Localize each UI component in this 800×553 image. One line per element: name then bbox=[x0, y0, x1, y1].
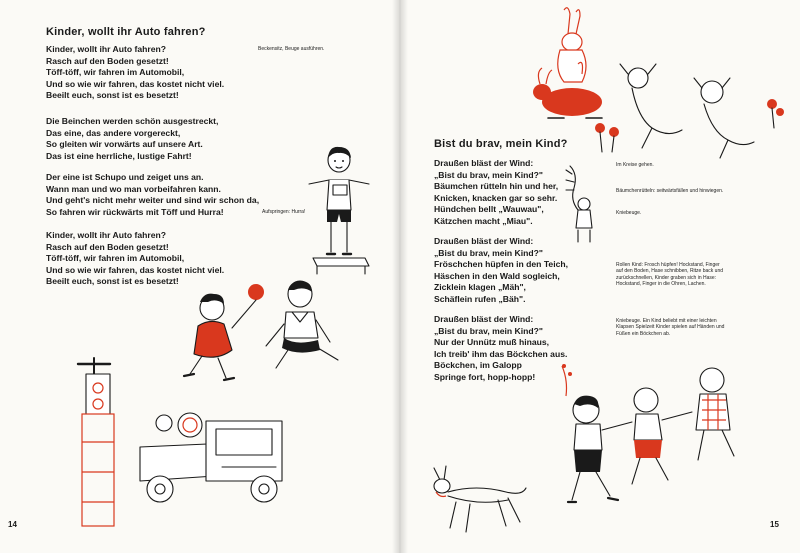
right-page bbox=[400, 0, 800, 553]
verse-line: Nur der Unnütz muß hinaus, bbox=[434, 337, 550, 348]
rabbits-illustration bbox=[520, 6, 610, 126]
verse-line: So fahren wir rückwärts mit Töff und Hurra! bbox=[46, 206, 224, 217]
verse-line: Rasch auf den Boden gesetzt! bbox=[46, 241, 169, 252]
right-note-5: Kniebeuge. Ein Kind beliebt mit einer leichten Klapsen Spielzeit Kinder spielen auf Händen und Füßen ein Böckchen ab. bbox=[616, 318, 725, 337]
red-flowers-illustration bbox=[590, 118, 630, 158]
verse-line: Knicken, knacken gar so sehr. bbox=[434, 192, 558, 203]
verse-line: Kinder, wollt ihr Auto fahren? bbox=[46, 44, 166, 54]
left-note-2: Aufspringen: Hurra! bbox=[262, 209, 306, 215]
page-number-right: 15 bbox=[770, 520, 779, 529]
child-traffic-police-illustration bbox=[305, 140, 375, 290]
verse-line: Beeilt euch, sonst ist es besetzt! bbox=[46, 276, 179, 287]
verse-line: Wann man und wo man vorbeifahren kann. bbox=[46, 183, 221, 194]
verse-line: „Bist du brav, mein Kind?" bbox=[434, 169, 543, 180]
verse-line: „Bist du brav, mein Kind?" bbox=[434, 325, 543, 336]
running-children-illustration bbox=[546, 360, 800, 520]
verse-line: Zicklein klagen „Mäh", bbox=[434, 282, 526, 293]
page-number-left: 14 bbox=[8, 520, 17, 529]
verse-line: Kätzchen macht „Miau". bbox=[434, 215, 533, 226]
verse-line: Hündchen bellt „Wauwau", bbox=[434, 204, 544, 215]
verse-line: Und geht's nicht mehr weiter und sind wir schon da, bbox=[46, 195, 260, 206]
traffic-tower-illustration bbox=[72, 352, 126, 532]
verse-line: „Bist du brav, mein Kind?" bbox=[434, 247, 543, 258]
left-stanza-2 bbox=[46, 116, 218, 162]
verse-line: Die Beinchen werden schön ausgestreckt, bbox=[46, 116, 219, 126]
verse-line: Ich treib' ihm das Böckchen aus. bbox=[434, 348, 568, 359]
verse-line: Das eine, das andere vorgereckt, bbox=[46, 127, 181, 138]
verse-line: Und so wie wir fahren, das kostet nicht viel. bbox=[46, 264, 225, 275]
verse-line: Das ist eine herrliche, lustige Fahrt! bbox=[46, 150, 192, 161]
right-note-2: Bäumchenrütteln: seitwärtsfällen und hinwiegen. bbox=[616, 188, 724, 194]
verse-line: Beeilt euch, sonst ist es besetzt! bbox=[46, 90, 179, 101]
verse-line: Schäflein rufen „Bäh". bbox=[434, 293, 526, 304]
children-playing-illustration bbox=[608, 48, 798, 168]
verse-line: Rasch auf den Boden gesetzt! bbox=[46, 55, 169, 66]
right-stanza-2 bbox=[434, 236, 568, 306]
verse-line: Der eine ist Schupo und zeiget uns an. bbox=[46, 172, 204, 182]
goat-illustration bbox=[426, 462, 536, 542]
book-gutter bbox=[392, 0, 408, 553]
verse-line: Und so wie wir fahren, das kostet nicht viel. bbox=[46, 78, 225, 89]
child-with-tree-illustration bbox=[564, 160, 604, 244]
verse-line: Draußen bläst der Wind: bbox=[434, 314, 534, 324]
verse-line: Töff-töff, wir fahren im Automobil, bbox=[46, 253, 185, 264]
seated-boy-illustration bbox=[258, 276, 348, 376]
right-note-1: Im Kreise gehen. bbox=[616, 162, 654, 168]
verse-line: Kinder, wollt ihr Auto fahren? bbox=[46, 230, 166, 240]
verse-line: Springe fort, hopp-hopp! bbox=[434, 371, 536, 382]
verse-line: Töff-töff, wir fahren im Automobil, bbox=[46, 67, 185, 78]
toy-car-illustration bbox=[130, 395, 300, 515]
right-stanza-1 bbox=[434, 158, 558, 228]
verse-line: Draußen bläst der Wind: bbox=[434, 158, 534, 168]
left-stanza-3 bbox=[46, 172, 259, 218]
verse-line: Häschen in den Wald sogleich, bbox=[434, 270, 560, 281]
right-note-3: Kniebeuge. bbox=[616, 210, 642, 216]
verse-line: Bäumchen rütteln hin und her, bbox=[434, 181, 559, 192]
left-note-1: Beckensitz, Beuge ausführen. bbox=[258, 46, 325, 52]
verse-line: Böckchen, im Galopp bbox=[434, 360, 522, 371]
left-page-title: Kinder, wollt ihr Auto fahren? bbox=[46, 26, 206, 38]
verse-line: Draußen bläst der Wind: bbox=[434, 236, 534, 246]
right-note-4: Rollen Kind: Frosch hüpfen! Hockstand, Finger auf den Boden, Hase schnibben, Ritze back und zurückschnellen, Kinder graben sich in Hase: Hockstand, Finger in die Ohren, Lachen. bbox=[616, 262, 724, 288]
verse-line: So gleiten wir vorwärts auf unsere Art. bbox=[46, 139, 203, 150]
right-page-title: Bist du brav, mein Kind? bbox=[434, 138, 568, 150]
verse-line: Fröschchen hüpfen in den Teich, bbox=[434, 259, 569, 270]
left-stanza-1 bbox=[46, 44, 224, 102]
